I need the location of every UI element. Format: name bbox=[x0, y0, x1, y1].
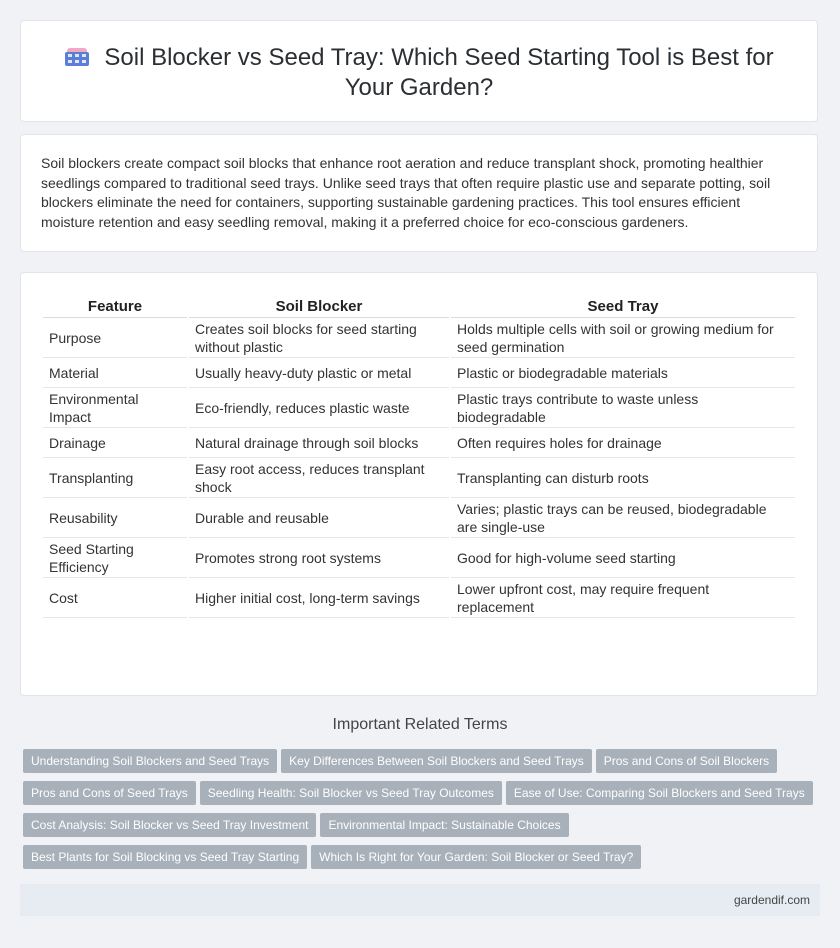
seed-tray-cell: Holds multiple cells with soil or growing medium for seed germination bbox=[451, 318, 795, 358]
related-tag[interactable]: Best Plants for Soil Blocking vs Seed Tray Starting bbox=[23, 845, 307, 869]
tag-row bbox=[23, 781, 823, 813]
footer bbox=[20, 884, 820, 916]
related-tag[interactable]: Which Is Right for Your Garden: Soil Blocker or Seed Tray? bbox=[311, 845, 641, 869]
feature-cell: Material bbox=[43, 358, 187, 388]
comparison-card bbox=[20, 272, 818, 696]
header-seed-tray: Seed Tray bbox=[451, 295, 795, 318]
related-tag[interactable]: Understanding Soil Blockers and Seed Trays bbox=[23, 749, 277, 773]
related-tag[interactable]: Pros and Cons of Seed Trays bbox=[23, 781, 196, 805]
comparison-table bbox=[41, 295, 797, 618]
intro-card bbox=[20, 134, 818, 252]
table-row bbox=[43, 428, 795, 458]
soil-blocker-cell: Eco-friendly, reduces plastic waste bbox=[189, 388, 449, 428]
intro-text: Soil blockers create compact soil blocks that enhance root aeration and reduce transplant shock, promoting healthier seedlings compared to traditional seed trays. Unlike seed trays that often require plastic use and separate potting, soil blockers eliminate the need for containers, supporting sustainable gardening practices. This tool ensures efficient moisture retention and easy seedling removal, making it a preferred choice for eco-conscious gardeners. bbox=[41, 155, 771, 230]
header-feature: Feature bbox=[43, 295, 187, 318]
soil-blocker-cell: Natural drainage through soil blocks bbox=[189, 428, 449, 458]
feature-cell: Cost bbox=[43, 578, 187, 618]
seed-tray-cell: Plastic or biodegradable materials bbox=[451, 358, 795, 388]
feature-cell: Drainage bbox=[43, 428, 187, 458]
table-row bbox=[43, 578, 795, 618]
soil-blocker-cell: Usually heavy-duty plastic or metal bbox=[189, 358, 449, 388]
related-terms-title: Important Related Terms bbox=[332, 716, 508, 733]
seed-tray-cell: Often requires holes for drainage bbox=[451, 428, 795, 458]
related-terms-tags bbox=[23, 749, 823, 877]
table-row bbox=[43, 318, 795, 358]
table-row bbox=[43, 388, 795, 428]
soil-blocker-cell: Higher initial cost, long-term savings bbox=[189, 578, 449, 618]
seed-tray-cell: Lower upfront cost, may require frequent replacement bbox=[451, 578, 795, 618]
related-tag[interactable]: Seedling Health: Soil Blocker vs Seed Tray Outcomes bbox=[200, 781, 502, 805]
tag-row bbox=[23, 845, 823, 877]
table-row bbox=[43, 498, 795, 538]
header-soil-blocker: Soil Blocker bbox=[189, 295, 449, 318]
table-row bbox=[43, 458, 795, 498]
feature-cell: Transplanting bbox=[43, 458, 187, 498]
seed-tray-cell: Varies; plastic trays can be reused, biodegradable are single-use bbox=[451, 498, 795, 538]
soil-blocker-cell: Creates soil blocks for seed starting without plastic bbox=[189, 318, 449, 358]
page-title: Soil Blocker vs Seed Tray: Which Seed Starting Tool is Best for Your Garden? bbox=[104, 44, 774, 101]
related-tag[interactable]: Key Differences Between Soil Blockers and Seed Trays bbox=[281, 749, 592, 773]
tag-row bbox=[23, 813, 823, 845]
feature-cell: Environmental Impact bbox=[43, 388, 187, 428]
related-tag[interactable]: Cost Analysis: Soil Blocker vs Seed Tray Investment bbox=[23, 813, 316, 837]
seed-tray-cell: Plastic trays contribute to waste unless biodegradable bbox=[451, 388, 795, 428]
soil-blocker-cell: Durable and reusable bbox=[189, 498, 449, 538]
related-tag[interactable]: Ease of Use: Comparing Soil Blockers and Seed Trays bbox=[506, 781, 813, 805]
soil-blocker-cell: Easy root access, reduces transplant shock bbox=[189, 458, 449, 498]
table-row bbox=[43, 538, 795, 578]
tag-row bbox=[23, 749, 823, 781]
header-card bbox=[20, 20, 818, 122]
feature-cell: Purpose bbox=[43, 318, 187, 358]
related-tag[interactable]: Pros and Cons of Soil Blockers bbox=[596, 749, 777, 773]
seed-tray-icon bbox=[64, 46, 90, 68]
footer-site-link[interactable]: gardendif.com bbox=[733, 893, 810, 907]
feature-cell: Seed Starting Efficiency bbox=[43, 538, 187, 578]
soil-blocker-cell: Promotes strong root systems bbox=[189, 538, 449, 578]
table-header-row bbox=[43, 295, 795, 318]
related-tag[interactable]: Environmental Impact: Sustainable Choices bbox=[320, 813, 568, 837]
feature-cell: Reusability bbox=[43, 498, 187, 538]
seed-tray-cell: Good for high-volume seed starting bbox=[451, 538, 795, 578]
seed-tray-cell: Transplanting can disturb roots bbox=[451, 458, 795, 498]
table-row bbox=[43, 358, 795, 388]
page-title-wrap bbox=[61, 43, 777, 103]
